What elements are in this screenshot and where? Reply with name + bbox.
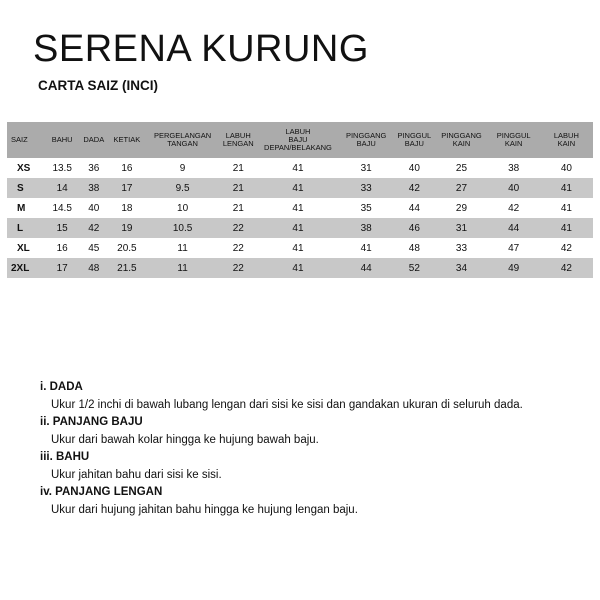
measurement-notes xyxy=(40,379,580,519)
size-label-cell: M xyxy=(7,198,45,218)
table-cell: 21 xyxy=(220,198,257,218)
table-cell: 46 xyxy=(393,218,435,238)
table-cell: 18 xyxy=(108,198,145,218)
page-title: SERENA KURUNG xyxy=(33,28,369,70)
table-cell: 41 xyxy=(257,198,339,218)
table-cell: 41 xyxy=(540,198,593,218)
table-cell: 25 xyxy=(435,158,487,178)
column-header: LABUH LENGAN xyxy=(220,122,257,158)
table-row xyxy=(7,178,593,198)
column-header: BAHU xyxy=(45,122,79,158)
table-cell: 44 xyxy=(393,198,435,218)
table-cell: 22 xyxy=(220,218,257,238)
table-cell: 21 xyxy=(220,158,257,178)
table-cell: 48 xyxy=(79,258,108,278)
table-cell: 41 xyxy=(257,178,339,198)
size-label-cell: XL xyxy=(7,238,45,258)
table-header-row xyxy=(7,122,593,158)
column-header: PINGGUL KAIN xyxy=(488,122,540,158)
table-cell: 38 xyxy=(488,158,540,178)
note-item xyxy=(40,414,580,449)
table-cell: 34 xyxy=(435,258,487,278)
size-label-cell: 2XL xyxy=(7,258,45,278)
column-header: KETIAK xyxy=(108,122,145,158)
table-cell: 9.5 xyxy=(145,178,219,198)
table-cell: 22 xyxy=(220,258,257,278)
note-item xyxy=(40,379,580,414)
note-item xyxy=(40,449,580,484)
column-header: LABUH KAIN xyxy=(540,122,593,158)
table-cell: 42 xyxy=(488,198,540,218)
size-label-cell: L xyxy=(7,218,45,238)
size-chart-table xyxy=(7,122,593,278)
table-cell: 40 xyxy=(79,198,108,218)
table-cell: 17 xyxy=(45,258,79,278)
note-heading: ii. PANJANG BAJU xyxy=(40,416,143,428)
table-cell: 40 xyxy=(488,178,540,198)
column-header: SAIZ xyxy=(7,122,45,158)
table-row xyxy=(7,218,593,238)
table-cell: 13.5 xyxy=(45,158,79,178)
note-heading: i. DADA xyxy=(40,381,83,393)
table-cell: 16 xyxy=(108,158,145,178)
table-cell: 40 xyxy=(393,158,435,178)
table-cell: 16 xyxy=(45,238,79,258)
table-cell: 10.5 xyxy=(145,218,219,238)
note-heading: iv. PANJANG LENGAN xyxy=(40,486,163,498)
column-header: PERGELANGAN TANGAN xyxy=(145,122,219,158)
table-cell: 11 xyxy=(145,258,219,278)
note-body: Ukur jahitan bahu dari sisi ke sisi. xyxy=(51,468,222,481)
table-cell: 41 xyxy=(257,218,339,238)
page-subtitle: CARTA SAIZ (INCI) xyxy=(38,78,158,93)
table-cell: 10 xyxy=(145,198,219,218)
table-cell: 47 xyxy=(488,238,540,258)
table-cell: 15 xyxy=(45,218,79,238)
table-cell: 49 xyxy=(488,258,540,278)
table-cell: 41 xyxy=(339,238,393,258)
column-header: PINGGUL BAJU xyxy=(393,122,435,158)
table-cell: 33 xyxy=(339,178,393,198)
note-item xyxy=(40,484,580,519)
note-body: Ukur dari hujung jahitan bahu hingga ke hujung lengan baju. xyxy=(51,503,358,516)
table-cell: 19 xyxy=(108,218,145,238)
table-cell: 21 xyxy=(220,178,257,198)
table-cell: 20.5 xyxy=(108,238,145,258)
table-cell: 38 xyxy=(339,218,393,238)
table-cell: 31 xyxy=(435,218,487,238)
table-cell: 42 xyxy=(540,258,593,278)
column-header: PINGGANG KAIN xyxy=(435,122,487,158)
column-header: LABUH BAJU DEPAN/BELAKANG xyxy=(257,122,339,158)
table-cell: 45 xyxy=(79,238,108,258)
table-row xyxy=(7,198,593,218)
table-cell: 41 xyxy=(257,258,339,278)
table-cell: 35 xyxy=(339,198,393,218)
table-row xyxy=(7,258,593,278)
table-row xyxy=(7,158,593,178)
table-cell: 42 xyxy=(540,238,593,258)
table-cell: 42 xyxy=(79,218,108,238)
table-cell: 9 xyxy=(145,158,219,178)
table-cell: 21.5 xyxy=(108,258,145,278)
table-cell: 44 xyxy=(488,218,540,238)
column-header: DADA xyxy=(79,122,108,158)
size-label-cell: XS xyxy=(7,158,45,178)
column-header: PINGGANG BAJU xyxy=(339,122,393,158)
table-cell: 14.5 xyxy=(45,198,79,218)
table-cell: 48 xyxy=(393,238,435,258)
table-cell: 40 xyxy=(540,158,593,178)
table-cell: 31 xyxy=(339,158,393,178)
table-cell: 41 xyxy=(257,238,339,258)
table-cell: 41 xyxy=(540,178,593,198)
table-cell: 44 xyxy=(339,258,393,278)
table-cell: 33 xyxy=(435,238,487,258)
table-cell: 29 xyxy=(435,198,487,218)
table-cell: 41 xyxy=(540,218,593,238)
table-cell: 42 xyxy=(393,178,435,198)
table-cell: 36 xyxy=(79,158,108,178)
table-cell: 22 xyxy=(220,238,257,258)
note-body: Ukur 1/2 inchi di bawah lubang lengan dari sisi ke sisi dan gandakan ukuran di seluruh dada. xyxy=(51,398,523,411)
table-cell: 52 xyxy=(393,258,435,278)
note-body: Ukur dari bawah kolar hingga ke hujung bawah baju. xyxy=(51,433,319,446)
table-cell: 27 xyxy=(435,178,487,198)
table-cell: 17 xyxy=(108,178,145,198)
note-heading: iii. BAHU xyxy=(40,451,90,463)
table-cell: 41 xyxy=(257,158,339,178)
table-row xyxy=(7,238,593,258)
table-body xyxy=(7,158,593,278)
table-cell: 38 xyxy=(79,178,108,198)
table-cell: 14 xyxy=(45,178,79,198)
size-label-cell: S xyxy=(7,178,45,198)
table-cell: 11 xyxy=(145,238,219,258)
